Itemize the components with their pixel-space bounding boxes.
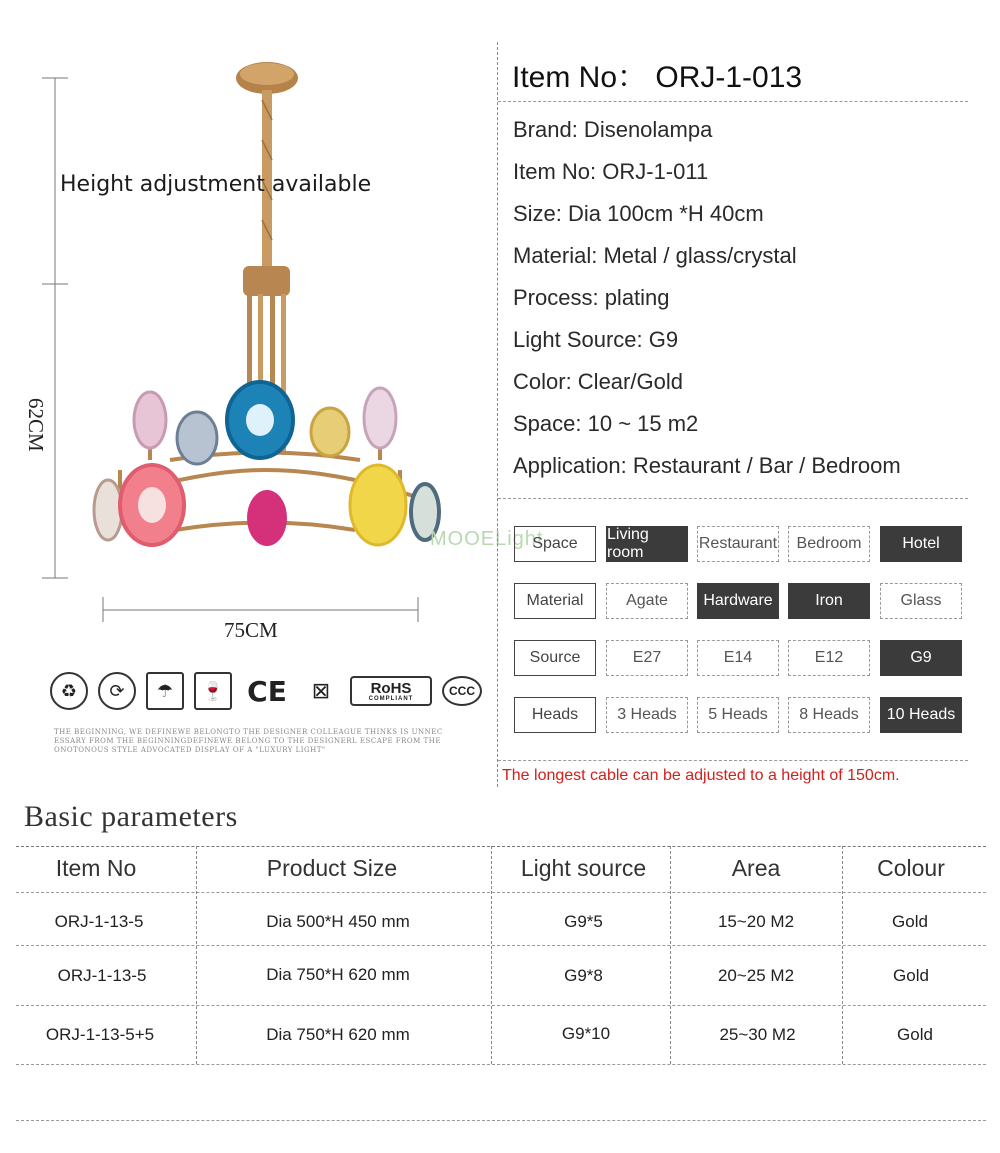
watermark: MOOELight bbox=[430, 528, 544, 550]
option-iron[interactable]: Iron bbox=[788, 583, 870, 619]
option-3-heads[interactable]: 3 Heads bbox=[606, 697, 688, 733]
option-e27[interactable]: E27 bbox=[606, 640, 688, 676]
fragile-icon: 🍷 bbox=[194, 672, 232, 710]
table-cell: Gold bbox=[893, 966, 929, 985]
option-label-source: Source bbox=[514, 640, 596, 676]
table-rule bbox=[16, 1120, 986, 1121]
table-cell: 15~20 M2 bbox=[717, 912, 795, 931]
spec-space: Space: 10 ~ 15 m2 bbox=[513, 411, 699, 436]
option-e12[interactable]: E12 bbox=[788, 640, 870, 676]
option-agate[interactable]: Agate bbox=[606, 583, 688, 619]
table-cell: ORJ-1-13-5+5 bbox=[45, 1025, 155, 1044]
table-cell: 20~25 M2 bbox=[717, 966, 795, 985]
header-area: Area bbox=[731, 855, 781, 881]
table-rule bbox=[16, 1005, 986, 1006]
table-rule bbox=[16, 945, 986, 946]
table-cell: Gold bbox=[892, 912, 928, 931]
keep-dry-icon: ☂ bbox=[146, 672, 184, 710]
divider bbox=[498, 101, 968, 102]
ccc-icon: CCC bbox=[442, 676, 482, 706]
header-product-size: Product Size bbox=[266, 855, 398, 881]
table-cell: ORJ-1-13-5 bbox=[54, 912, 144, 931]
option-g9[interactable]: G9 bbox=[880, 640, 962, 676]
spec-color: Color: Clear/Gold bbox=[513, 369, 683, 394]
option-hotel[interactable]: Hotel bbox=[880, 526, 962, 562]
table-cell: Gold bbox=[897, 1025, 933, 1044]
item-title: Item No： ORJ-1-013 bbox=[512, 61, 803, 94]
rohs-label: RoHS bbox=[370, 679, 412, 697]
cable-note: The longest cable can be adjusted to a height of 150cm. bbox=[502, 767, 900, 784]
header-item-no: Item No bbox=[55, 855, 137, 881]
divider bbox=[498, 760, 968, 761]
table-cell: ORJ-1-13-5 bbox=[57, 966, 147, 985]
header-light-source: Light source bbox=[520, 855, 647, 881]
spec-item-no: Item No: ORJ-1-011 bbox=[513, 159, 709, 184]
fineprint-text: THE BEGINNING, WE DEFINEWE BELONGTO THE DESIGNER COLLEAGUE THINKS IS UNNEC ESSARY FROM THE BEGINNINGDEFINEWE BELONG TO THE DESIGNERL ESCAPE FROM THE ONOTONOUS STYLE ADVOCATED DISPLAY OF A "LUXURY LIGHT" bbox=[54, 728, 443, 754]
recycle-icon: ♻ bbox=[50, 672, 88, 710]
ce-mark-icon: CE bbox=[247, 674, 287, 708]
height-adjust-note: Height adjustment available bbox=[60, 172, 372, 197]
rohs-sub: COMPLIANT bbox=[368, 695, 414, 702]
weee-bin-icon: ⊠ bbox=[311, 678, 331, 703]
table-cell: Dia 750*H 620 mm bbox=[266, 965, 410, 984]
option-10-heads[interactable]: 10 Heads bbox=[880, 697, 962, 733]
option-living-room[interactable]: Living room bbox=[606, 526, 688, 562]
option-label-material: Material bbox=[514, 583, 596, 619]
height-dimension-label: 62CM bbox=[24, 398, 48, 452]
spec-material: Material: Metal / glass/crystal bbox=[513, 243, 797, 268]
table-rule bbox=[16, 1064, 986, 1065]
table-cell: G9*5 bbox=[564, 912, 603, 931]
option-5-heads[interactable]: 5 Heads bbox=[697, 697, 779, 733]
option-glass[interactable]: Glass bbox=[880, 583, 962, 619]
certification-row bbox=[50, 672, 482, 710]
rohs-badge bbox=[350, 676, 432, 706]
table-cell: 25~30 M2 bbox=[719, 1025, 796, 1044]
basic-parameters-title: Basic parameters bbox=[24, 800, 238, 833]
spec-application: Application: Restaurant / Bar / Bedroom bbox=[513, 453, 901, 478]
option-bedroom[interactable]: Bedroom bbox=[788, 526, 870, 562]
recycle-arrow-icon: ⟳ bbox=[98, 672, 136, 710]
table-rule bbox=[16, 846, 986, 847]
table-cell: G9*10 bbox=[561, 1024, 611, 1043]
option-8-heads[interactable]: 8 Heads bbox=[788, 697, 870, 733]
table-cell: Dia 500*H 450 mm bbox=[266, 912, 410, 931]
table-rule bbox=[16, 892, 986, 893]
spec-list bbox=[513, 114, 901, 492]
spec-size: Size: Dia 100cm *H 40cm bbox=[513, 201, 764, 226]
spec-brand: Brand: Disenolampa bbox=[513, 117, 713, 142]
divider bbox=[498, 498, 968, 499]
vertical-divider bbox=[497, 42, 499, 787]
option-label-heads: Heads bbox=[514, 697, 596, 733]
product-illustration bbox=[0, 0, 544, 790]
table-cell: Dia 750*H 620 mm bbox=[266, 1025, 410, 1044]
option-restaurant[interactable]: Restaurant bbox=[697, 526, 779, 562]
spec-light-source: Light Source: G9 bbox=[513, 327, 679, 352]
option-label-space: Space bbox=[514, 526, 596, 562]
table-cell: G9*8 bbox=[564, 966, 603, 985]
width-dimension-label: 75CM bbox=[224, 618, 278, 642]
option-hardware[interactable]: Hardware bbox=[697, 583, 779, 619]
spec-process: Process: plating bbox=[513, 285, 670, 310]
option-e14[interactable]: E14 bbox=[697, 640, 779, 676]
header-colour: Colour bbox=[877, 855, 945, 881]
